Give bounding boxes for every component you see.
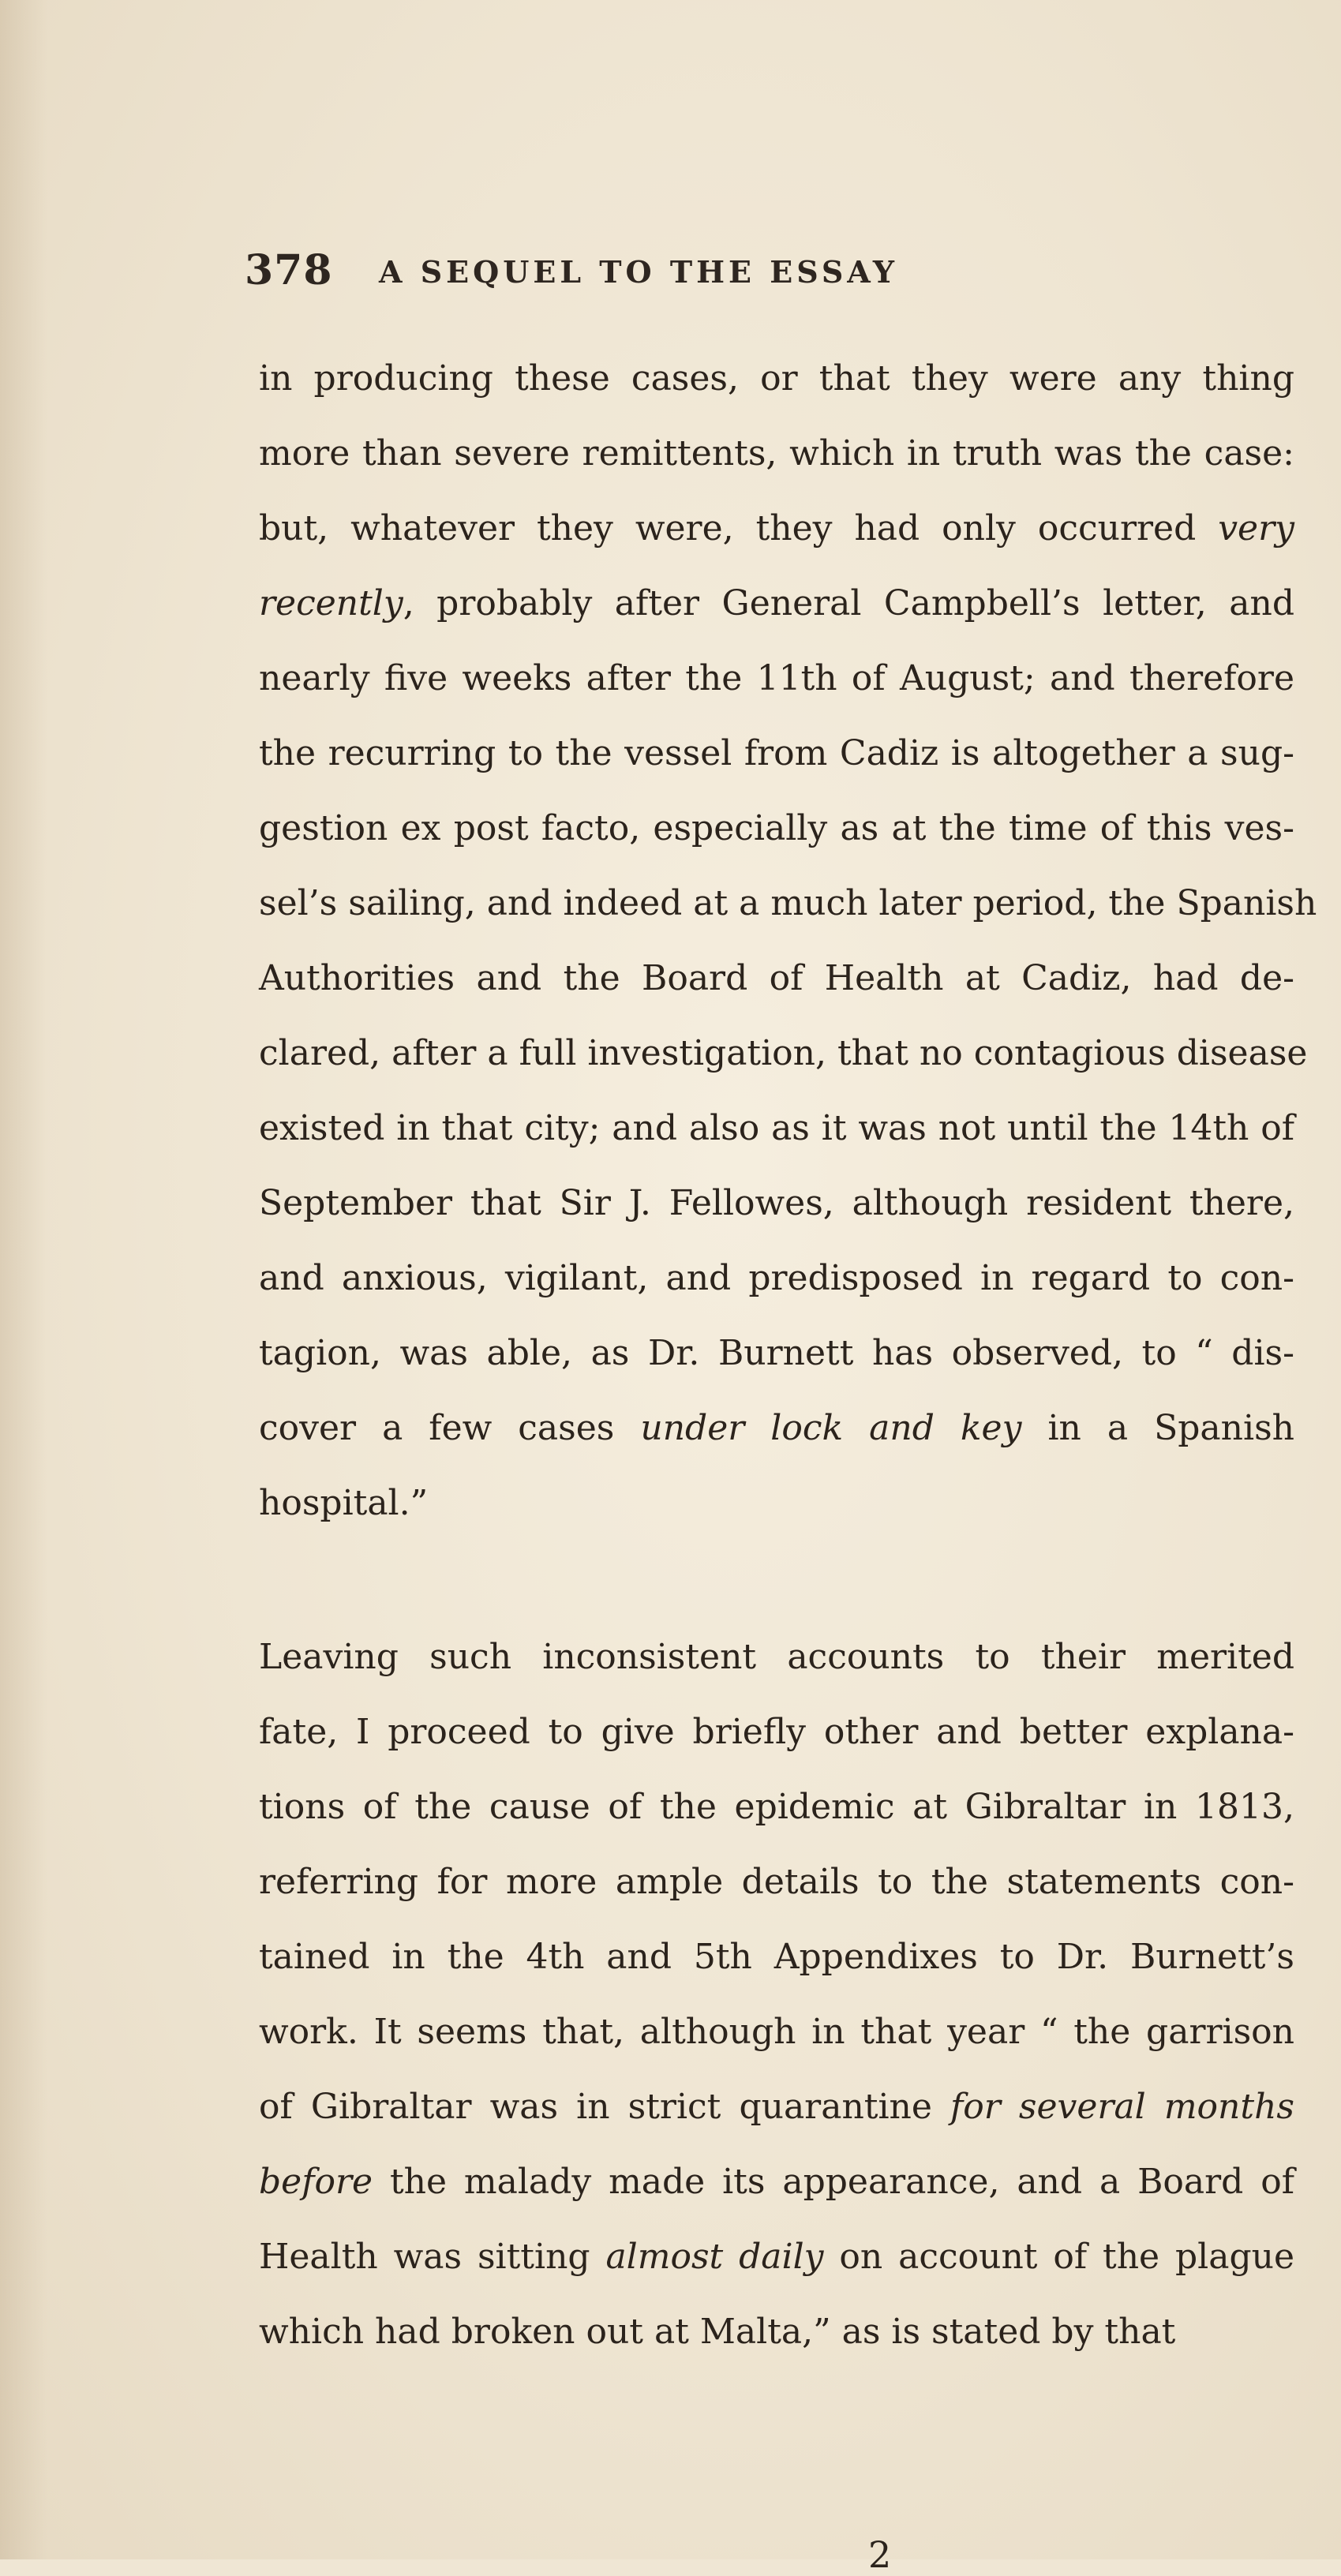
text-line: more than severe remittents, which in truth was the case: [259, 433, 1294, 474]
page-header [245, 246, 1073, 309]
running-head: A SEQUEL TO THE ESSAY [379, 254, 898, 290]
text-line: tained in the 4th and 5th Appendixes to Dr. Burnett’s [259, 1937, 1294, 1977]
text-line: and anxious, vigilant, and predisposed in regard to con- [259, 1258, 1294, 1298]
text-line: fate, I proceed to give briefly other and better explana- [259, 1712, 1294, 1752]
text-line: nearly five weeks after the 11th of August; and therefore [259, 658, 1294, 698]
text-line: hospital.” [259, 1483, 429, 1523]
text-line: tions of the cause of the epidemic at Gibraltar in 1813, [259, 1787, 1294, 1827]
text-line: but, whatever they were, they had only occurred very [259, 508, 1294, 549]
page-number: 378 [245, 246, 333, 294]
text-line: existed in that city; and also as it was not until the 14th of [259, 1108, 1294, 1148]
text-line: Health was sitting almost daily on account of the plague [259, 2237, 1294, 2277]
text-line: Authorities and the Board of Health at Cadiz, had de- [259, 958, 1294, 998]
text-line: before the malady made its appearance, and a Board of [259, 2162, 1294, 2202]
text-line: clared, after a full investigation, that no contagious disease [259, 1033, 1308, 1073]
text-line: recently, probably after General Campbell’s letter, and [259, 583, 1294, 623]
text-line: referring for more ample details to the statements con- [259, 1862, 1294, 1902]
text-line: September that Sir J. Fellowes, although resident there, [259, 1183, 1294, 1223]
binding-shadow [0, 0, 47, 2559]
paragraph-2 [259, 1619, 1294, 2369]
text-line: which had broken out at Malta,” as is stated by that [259, 2312, 1176, 2352]
text-line: cover a few cases under lock and key in a Spanish [259, 1408, 1294, 1448]
text-line: work. It seems that, although in that year “ the garrison [259, 2012, 1294, 2052]
signature-mark: 2 [868, 2533, 892, 2576]
body-text [259, 341, 1317, 2369]
text-line: the recurring to the vessel from Cadiz is altogether a sug- [259, 733, 1294, 773]
text-line: sel’s sailing, and indeed at a much later period, the Spanish [259, 883, 1317, 923]
text-line: in producing these cases, or that they were any thing [259, 358, 1294, 399]
text-line: of Gibraltar was in strict quarantine for several months [259, 2087, 1294, 2127]
paragraph-1 [259, 341, 1317, 1541]
text-line: tagion, was able, as Dr. Burnett has observed, to “ dis- [259, 1333, 1294, 1373]
text-line: Leaving such inconsistent accounts to their merited [259, 1637, 1294, 1677]
text-line: gestion ex post facto, especially as at the time of this ves- [259, 808, 1294, 848]
